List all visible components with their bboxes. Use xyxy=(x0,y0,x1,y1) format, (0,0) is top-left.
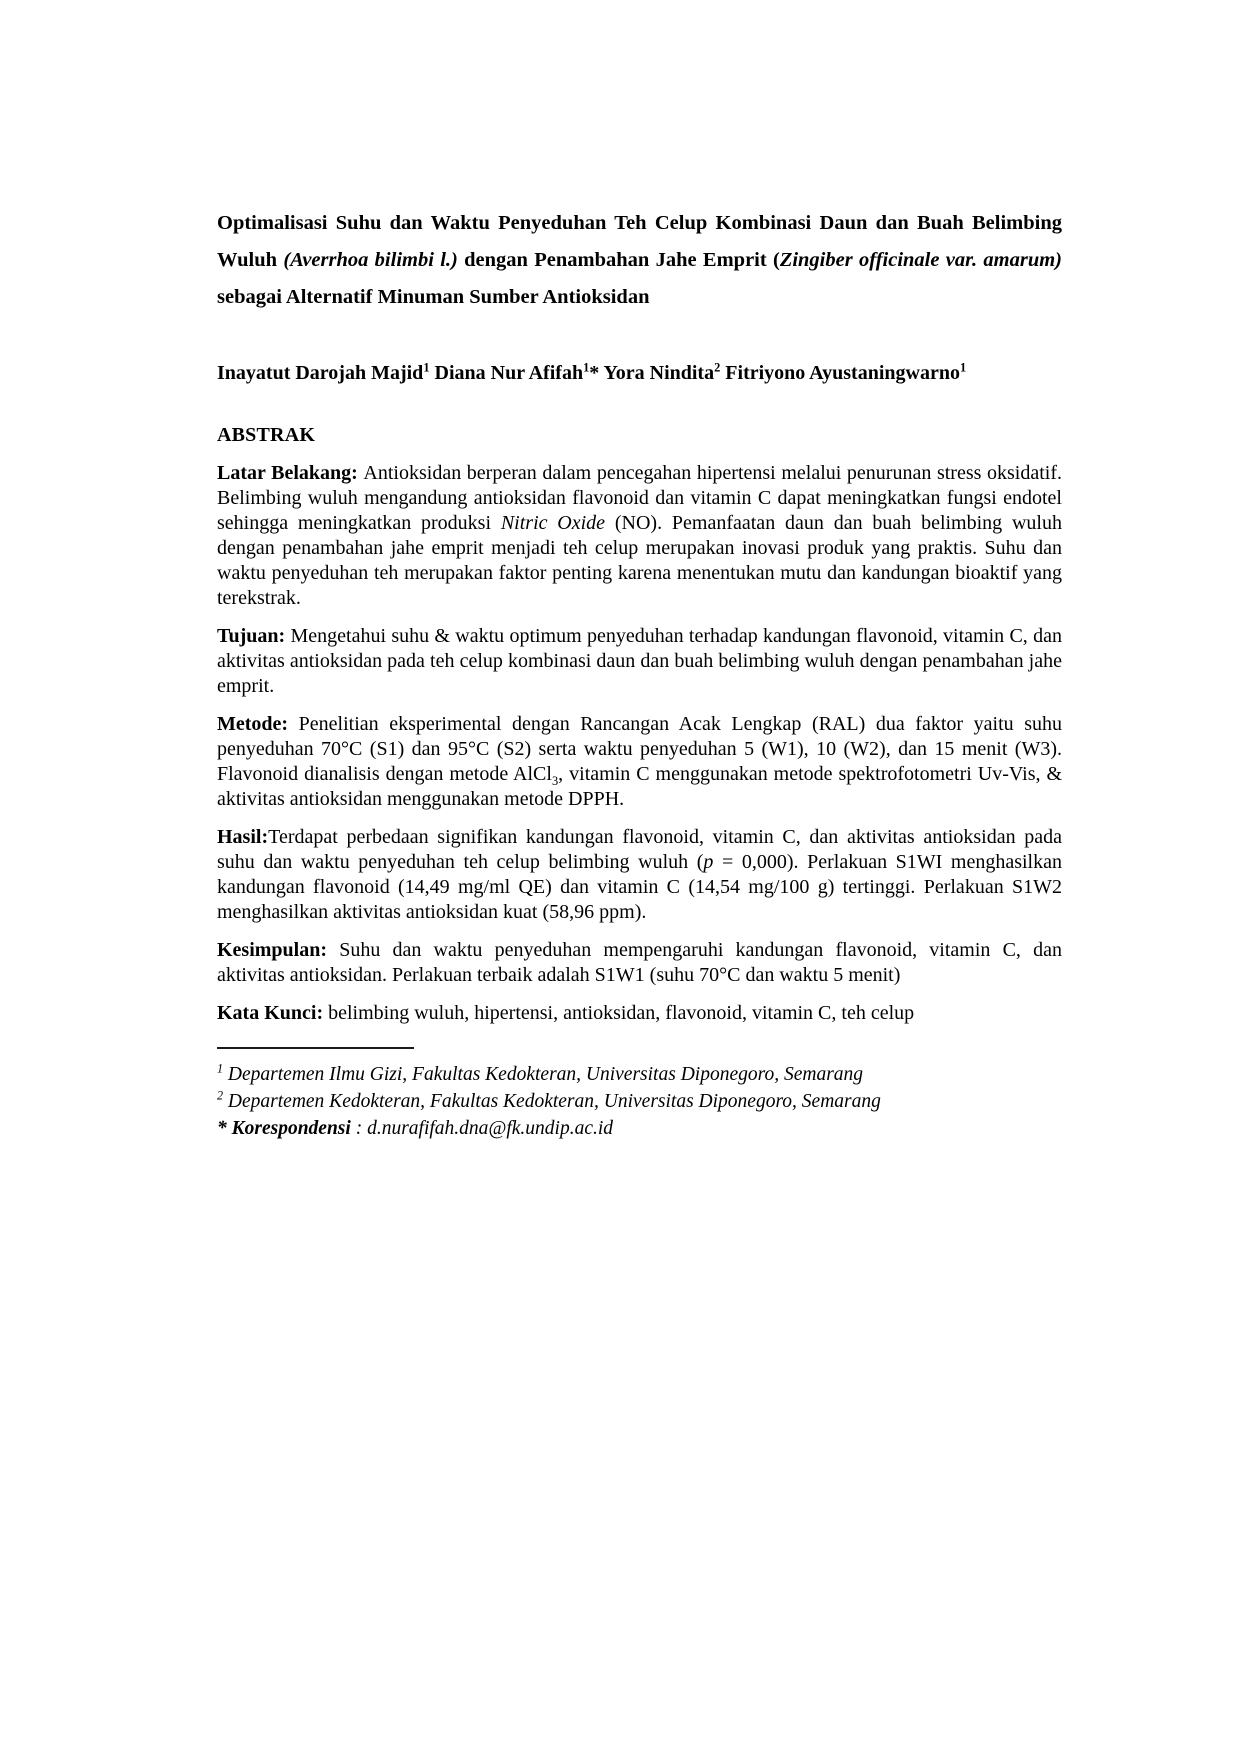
page-content xyxy=(217,205,1062,1142)
abstract-heading: ABSTRAK xyxy=(217,424,316,446)
footnote-separator xyxy=(217,1047,414,1049)
footnotes-section xyxy=(217,1047,1062,1142)
paragraph-latar-belakang: Latar Belakang: Antioksidan berperan dalam pencegahan hipertensi melalui penurunan stress oksidatif. Belimbing wuluh mengandung antioksidan flavonoid dan vitamin C dapat meningkatkan fungsi endotel sehingga meningkatkan produksi Nitric Oxide (NO). Pemanfaatan daun dan buah belimbing wuluh dengan penambahan jahe emprit menjadi teh celup merupakan inovasi produk yang praktis. Suhu dan waktu penyeduhan teh merupakan faktor penting karena menentukan mutu dan kandungan bioaktif yang terekstrak. xyxy=(217,462,1062,609)
paragraph-metode: Metode: Penelitian eksperimental dengan Rancangan Acak Lengkap (RAL) dua faktor yaitu suhu penyeduhan 70°C (S1) dan 95°C (S2) serta waktu penyeduhan 5 (W1), 10 (W2), dan 15 menit (W3). Flavonoid dianalisis dengan metode AlCl$_3$, vitamin C menggunakan metode spektrofotometri Uv-Vis, & aktivitas antioksidan menggunakan metode DPPH. xyxy=(217,713,1063,810)
paragraph-tujuan: Tujuan: Mengetahui suhu & waktu optimum penyeduhan terhadap kandungan flavonoid, vitamin C, dan aktivitas antioksidan pada teh celup kombinasi daun dan buah belimbing wuluh dengan penambahan jahe emprit. xyxy=(217,625,1062,697)
paper-title: Optimalisasi Suhu dan Waktu Penyeduhan Teh Celup Kombinasi Daun dan Buah Belimbing Wuluh (Averrhoa bilimbi l.) dengan Penambahan Jahe Emprit (Zingiber officinale var. amarum) sebagai Alternatif Minuman Sumber Antioksidan xyxy=(217,212,1062,308)
paragraph-kesimpulan: Kesimpulan: Suhu dan waktu penyeduhan mempengaruhi kandungan flavonoid, vitamin C, dan aktivitas antioksidan. Perlakuan terbaik adalah S1W1 (suhu 70°C dan waktu 5 menit) xyxy=(217,939,1062,986)
author-line: Inayatut Darojah Majid$^1$ Diana Nur Afifah$^1$* Yora Nindita$^2$ Fitriyono Ayustaningwarno$^1$ xyxy=(217,360,967,384)
paragraph-kata-kunci: Kata Kunci: belimbing wuluh, hipertensi, antioksidan, flavonoid, vitamin C, teh celup xyxy=(217,1002,915,1024)
footnote-affiliation-1: $^1$ Departemen Ilmu Gizi, Fakultas Kedokteran, Universitas Diponegoro, Semarang xyxy=(217,1061,864,1085)
footnote-affiliation-2: $^2$ Departemen Kedokteran, Fakultas Kedokteran, Universitas Diponegoro, Semarang xyxy=(217,1088,881,1112)
paragraph-hasil: Hasil:Terdapat perbedaan signifikan kandungan flavonoid, vitamin C, dan aktivitas antioksidan pada suhu dan waktu penyeduhan teh celup belimbing wuluh (p = 0,000). Perlakuan S1WI menghasilkan kandungan flavonoid (14,49 mg/ml QE) dan vitamin C (14,54 mg/100 g) tertinggi. Perlakuan S1W2 menghasilkan aktivitas antioksidan kuat (58,96 ppm). xyxy=(217,826,1062,923)
footnote-correspondence: * Korespondensi : d.nurafifah.dna@fk.undip.ac.id xyxy=(217,1118,614,1139)
